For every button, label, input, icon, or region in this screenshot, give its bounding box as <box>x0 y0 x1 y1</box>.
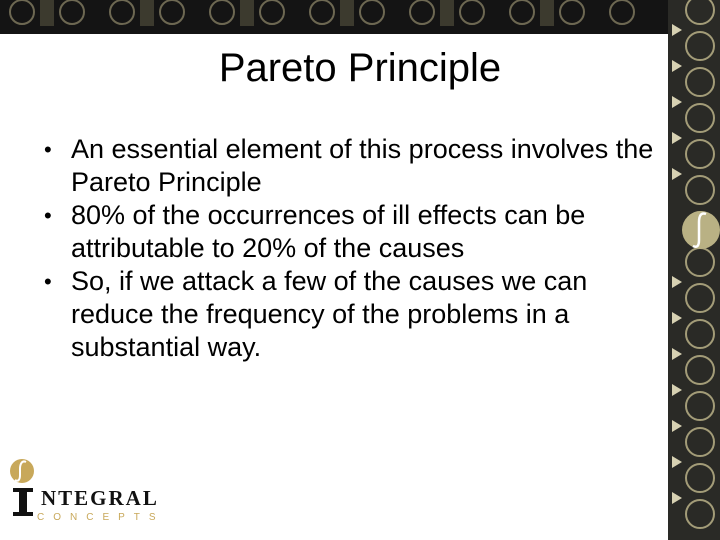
slide-title: Pareto Principle <box>218 46 502 90</box>
bullet-text: 80% of the occurrences of ill effects can be attributable to 20% of the causes <box>71 200 586 263</box>
banner-circle-pattern <box>0 0 672 34</box>
bullet-marker: • <box>44 203 52 228</box>
bullet-text: So, if we attack a few of the causes we can reduce the frequency of the problems in a substantial way. <box>71 266 588 362</box>
bullet-item <box>44 133 664 199</box>
bullet-item <box>44 199 664 265</box>
bullet-marker: • <box>44 269 52 294</box>
integral-concepts-logo <box>8 458 168 530</box>
logo-wordmark: NTEGRAL <box>41 486 159 510</box>
bullet-text: An essential element of this process involves the Pareto Principle <box>71 134 654 197</box>
top-decorative-banner <box>0 0 672 34</box>
bullet-item <box>44 265 664 364</box>
integral-logo-mark <box>8 458 40 524</box>
bullet-list <box>44 133 664 364</box>
bullet-marker: • <box>44 137 52 162</box>
integral-symbol-icon <box>682 211 720 249</box>
logo-subtitle: CONCEPTS <box>37 512 165 523</box>
